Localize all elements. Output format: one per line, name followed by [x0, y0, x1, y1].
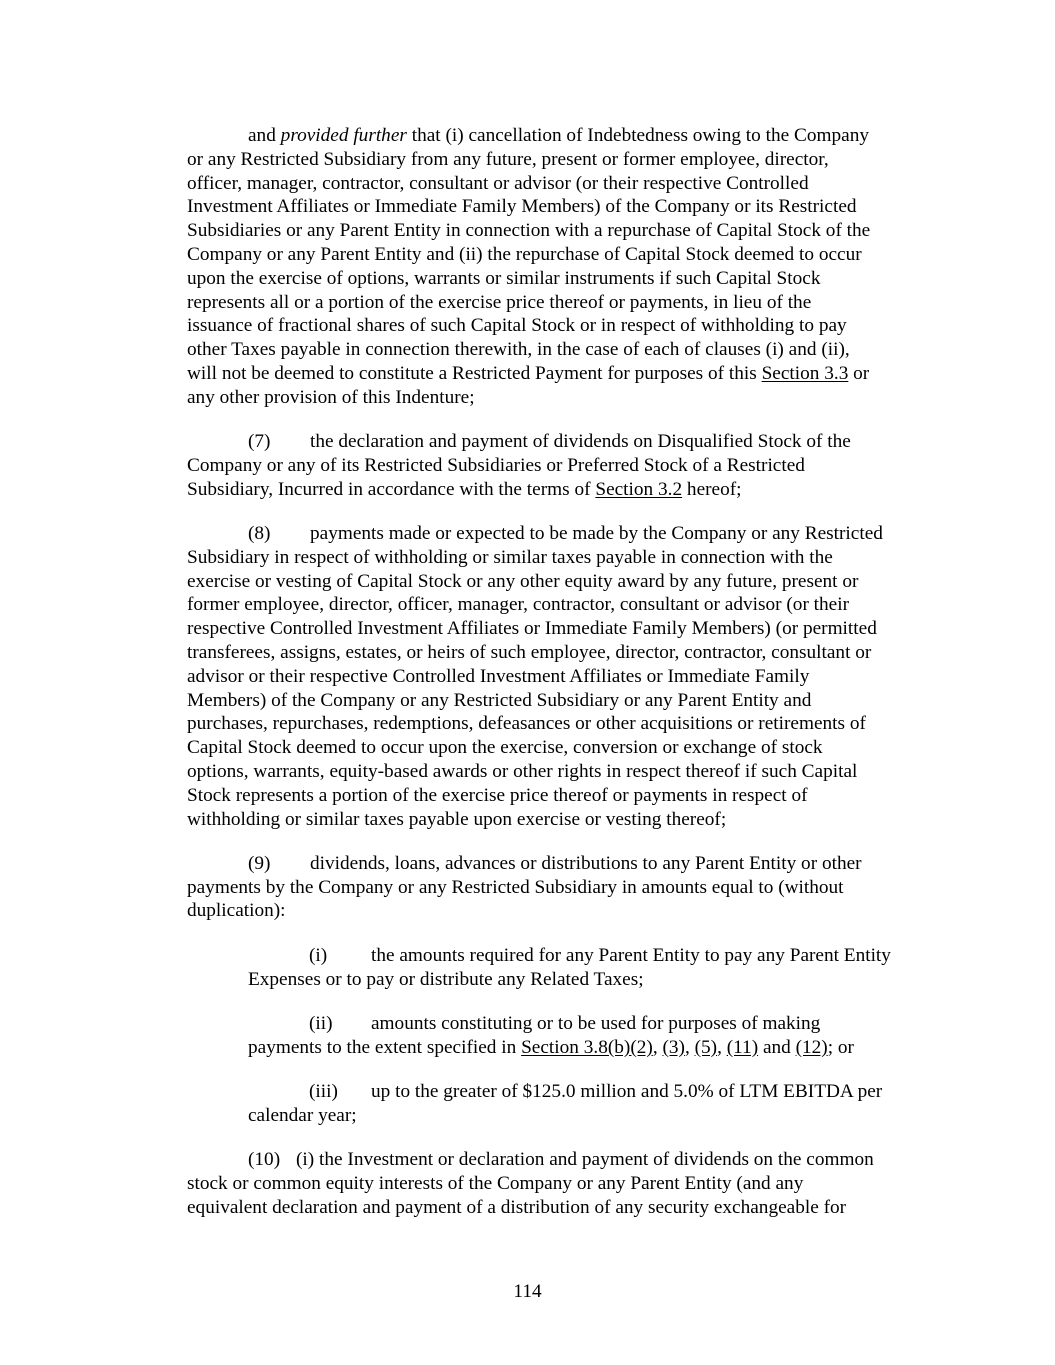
text-line	[187, 430, 947, 454]
text-segment: exercise or vesting of Capital Stock or any other equity award by any future, present or	[187, 570, 859, 592]
text-segment: payments by the Company or any Restricted Subsidiary in amounts equal to (without	[187, 876, 844, 898]
italic-text: provided further	[280, 125, 407, 146]
clause-label: (7)	[248, 431, 271, 453]
text-segment: or	[848, 362, 870, 384]
section-reference-link[interactable]: Section 3.2	[595, 478, 683, 500]
text-line	[187, 219, 947, 243]
text-segment: calendar year;	[248, 1104, 357, 1126]
paragraph	[187, 124, 947, 410]
text-line	[187, 736, 947, 760]
text-line	[187, 1148, 947, 1172]
text-line	[187, 522, 947, 546]
text-segment: Company or any of its Restricted Subsidiaries or Preferred Stock of a Restricted	[187, 454, 805, 476]
text-line	[187, 876, 947, 900]
text-line	[187, 760, 947, 784]
clause-i	[187, 944, 947, 992]
text-line	[187, 243, 947, 267]
text-segment: and	[758, 1036, 796, 1058]
text-line	[187, 454, 947, 478]
text-line	[187, 570, 947, 594]
text-segment: will not be deemed to constitute a Restricted Payment for purposes of this	[187, 362, 762, 384]
text-line	[187, 267, 947, 291]
text-line	[187, 1036, 947, 1060]
clause-label: (8)	[248, 522, 271, 544]
text-segment: ,	[684, 1036, 695, 1058]
section-reference-link[interactable]: (3)	[662, 1036, 685, 1058]
clause-label: (iii)	[309, 1080, 338, 1102]
text-segment: Investment Affiliates or Immediate Family Members) of the Company or its Restricted	[187, 196, 857, 218]
text-line	[187, 124, 947, 148]
clause-iii	[187, 1080, 947, 1128]
text-line	[187, 1172, 947, 1196]
text-segment: payments to the extent specified in	[248, 1036, 522, 1058]
clause-10	[187, 1148, 947, 1219]
text-line	[187, 314, 947, 338]
text-segment: up to the greater of $125.0 million and 5.0% of LTM EBITDA per	[371, 1080, 883, 1102]
text-segment: Company or any Parent Entity and (ii) the repurchase of Capital Stock deemed to occur	[187, 243, 862, 265]
clause-label: (i)	[309, 944, 328, 966]
text-segment: other Taxes payable in connection therewith, in the case of each of clauses (i) and (ii),	[187, 339, 850, 361]
text-segment: (i) the Investment or declaration and payment of dividends on the common	[296, 1148, 874, 1170]
text-segment: equivalent declaration and payment of a distribution of any security exchangeable for	[187, 1196, 847, 1218]
text-segment: Capital Stock deemed to occur upon the exercise, conversion or exchange of stock	[187, 737, 823, 759]
text-line	[187, 1104, 947, 1128]
text-segment: represents all or a portion of the exercise price thereof or payments, in lieu of the	[187, 291, 812, 313]
text-segment: and	[248, 125, 281, 146]
page-number: 114	[513, 1281, 542, 1302]
section-reference-link[interactable]: (5)	[694, 1036, 718, 1058]
text-segment: hereof;	[682, 478, 742, 500]
text-segment: purchases, repurchases, redemptions, defeasances or other acquisitions or retirements of	[187, 713, 866, 735]
text-segment: officer, manager, contractor, consultant or advisor (or their respective Controlled	[187, 172, 809, 194]
text-segment: issuance of fractional shares of such Capital Stock or in respect of withholding to pay	[187, 315, 847, 337]
text-segment: Subsidiaries or any Parent Entity in connection with a repurchase of Capital Stock of the	[187, 220, 871, 242]
clause-label: (ii)	[309, 1012, 333, 1034]
text-line	[187, 1080, 947, 1104]
section-reference-link[interactable]: Section 3.8(b)(2)	[521, 1036, 653, 1058]
text-segment: former employee, director, officer, manager, contractor, consultant or advisor (or their	[187, 594, 850, 616]
text-segment: duplication):	[187, 900, 286, 922]
text-segment: the amounts required for any Parent Entity to pay any Parent Entity	[371, 944, 891, 966]
text-line	[187, 665, 947, 689]
text-segment: ,	[652, 1036, 663, 1058]
text-line	[187, 478, 947, 502]
text-segment: payments made or expected to be made by the Company or any Restricted	[310, 522, 883, 544]
text-segment: ; or	[827, 1036, 854, 1058]
text-segment: amounts constituting or to be used for purposes of making	[371, 1012, 821, 1034]
text-line	[187, 195, 947, 219]
clause-8	[187, 522, 947, 831]
clause-label: (9)	[248, 852, 271, 874]
text-line	[187, 546, 947, 570]
text-line	[187, 593, 947, 617]
text-segment: Subsidiary, Incurred in accordance with the terms of	[187, 478, 596, 500]
text-segment: Expenses or to pay or distribute any Related Taxes;	[248, 968, 644, 990]
text-line	[187, 712, 947, 736]
text-line	[187, 689, 947, 713]
text-line	[187, 1196, 947, 1220]
clause-9	[187, 852, 947, 923]
text-segment: upon the exercise of options, warrants or similar instruments if such Capital Stock	[187, 267, 821, 289]
text-segment: Stock represents a portion of the exercise price thereof or payments in respect of	[187, 784, 808, 806]
text-line	[187, 1012, 947, 1036]
text-segment: respective Controlled Investment Affiliates or Immediate Family Members) (or permitted	[187, 618, 877, 640]
text-line	[187, 148, 947, 172]
text-segment: dividends, loans, advances or distributions to any Parent Entity or other	[310, 852, 862, 874]
clause-ii	[187, 1012, 947, 1060]
text-line	[187, 641, 947, 665]
text-segment: the declaration and payment of dividends on Disqualified Stock of the	[310, 431, 851, 453]
text-segment: transferees, assigns, estates, or heirs of such employee, director, contractor, consultant or	[187, 641, 872, 663]
text-segment: withholding or similar taxes payable upon exercise or vesting thereof;	[187, 808, 727, 830]
text-segment: any other provision of this Indenture;	[187, 386, 475, 408]
document-body	[187, 124, 947, 1240]
text-line	[187, 362, 947, 386]
text-segment: that (i) cancellation of Indebtedness owing to the Company	[406, 125, 869, 146]
section-reference-link[interactable]: (11)	[726, 1036, 759, 1058]
text-segment: options, warrants, equity-based awards or other rights in respect thereof if such Capital	[187, 760, 858, 782]
text-segment: Subsidiary in respect of withholding or similar taxes payable in connection with the	[187, 546, 833, 568]
text-segment: or any Restricted Subsidiary from any future, present or former employee, director,	[187, 148, 829, 170]
text-line	[187, 944, 947, 968]
text-segment: stock or common equity interests of the Company or any Parent Entity (and any	[187, 1172, 804, 1194]
text-line	[187, 386, 947, 410]
section-reference-link[interactable]: Section 3.3	[761, 362, 849, 384]
text-line	[187, 172, 947, 196]
text-line	[187, 808, 947, 832]
text-line	[187, 968, 947, 992]
text-segment: ,	[717, 1036, 727, 1058]
clause-label: (10)	[248, 1148, 281, 1170]
text-line	[187, 852, 947, 876]
text-segment: Members) of the Company or any Restricted Subsidiary or any Parent Entity and	[187, 689, 812, 711]
text-line	[187, 291, 947, 315]
text-segment: advisor or their respective Controlled Investment Affiliates or Immediate Family	[187, 665, 810, 687]
text-line	[187, 617, 947, 641]
text-line	[187, 338, 947, 362]
text-line	[187, 784, 947, 808]
text-line	[187, 899, 947, 923]
clause-7	[187, 430, 947, 501]
section-reference-link[interactable]: (12)	[795, 1036, 828, 1058]
